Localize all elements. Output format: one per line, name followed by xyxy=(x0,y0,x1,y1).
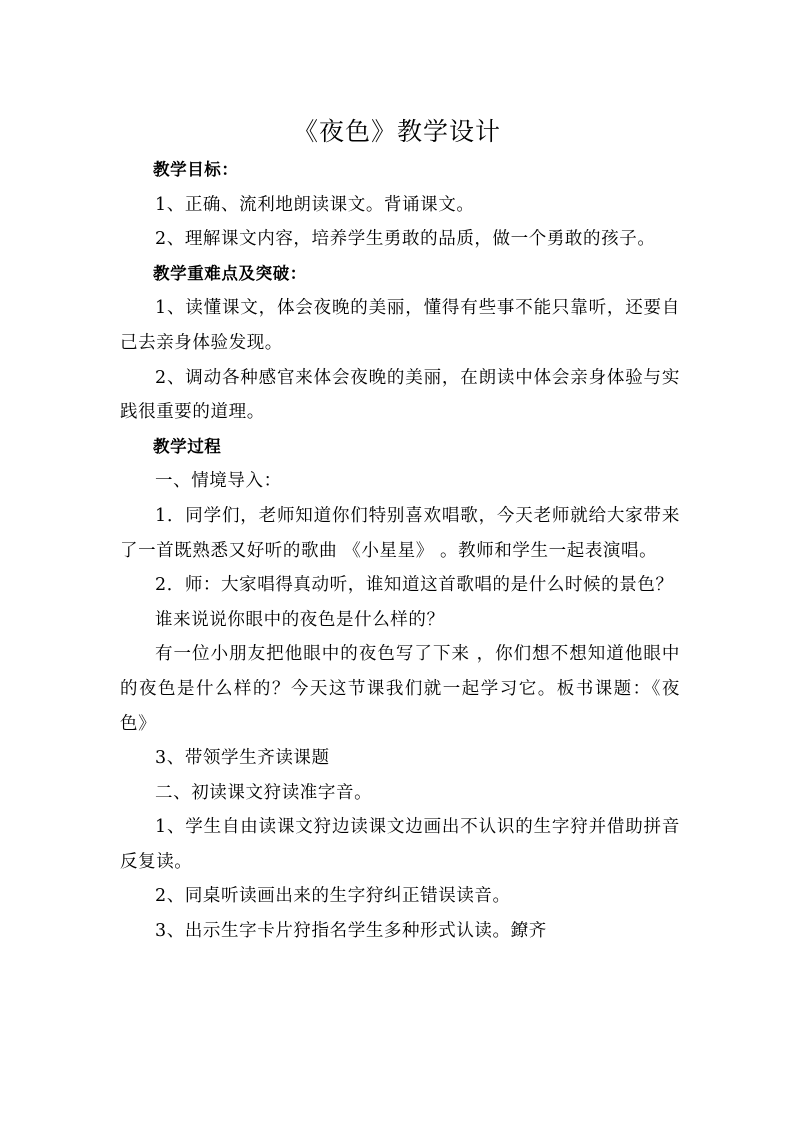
paragraph: 3、出示生字卡片狩指名学生多种形式认读。鐐齐 xyxy=(155,921,547,942)
paragraph: 二、初读课文狩读准字音。 xyxy=(155,782,373,803)
paragraph: 谁来说说你眼中的夜色是什么样的？ xyxy=(155,609,445,630)
paragraph: 1．同学们，老师知道你们特别喜欢唱歌，今天老师就给大家带来了一首既熟悉又好听的歌曲 《小星星》 。教师和学生一起表演唱。 xyxy=(120,505,680,561)
paragraph: 1、正确、流利地朗读课文。背诵课文。 xyxy=(155,194,475,215)
paragraph: 有一位小朋友把他眼中的夜色写了下来 ，你们想不想知道他眼中的夜色是什么样的？今天这节课我们就一起学习它。板书课题：《夜色》 xyxy=(120,644,680,734)
paragraph: 1、学生自由读课文狩边读课文边画出不认识的生字狩并借助拼音反复读。 xyxy=(120,817,680,872)
paragraph: 3、带领学生齐读课题 xyxy=(155,748,330,769)
paragraph: 2、同桌听读画出来的生字狩纠正错误读音。 xyxy=(155,886,511,907)
paragraph: 1、读懂课文，体会夜晚的美丽，懂得有些事不能只靠听，还要自己去亲身体验发现。 xyxy=(120,298,680,353)
document-title: 《夜色》教学设计 xyxy=(292,117,501,146)
paragraph: 2、调动各种感官来体会夜晚的美丽，在朗读中体会亲身体验与实践很重要的道理。 xyxy=(120,367,680,423)
section-heading-objectives: 教学目标： xyxy=(153,160,239,179)
paragraph: 2、理解课文内容，培养学生勇敢的品质，做一个勇敢的孩子。 xyxy=(155,229,656,250)
section-heading-process: 教学过程 xyxy=(153,436,222,456)
paragraph: 2．师：大家唱得真动听，谁知道这首歌唱的是什么时候的景色？ xyxy=(155,575,674,596)
document-body xyxy=(120,153,680,949)
section-heading-key-points: 教学重难点及突破： xyxy=(153,263,307,283)
paragraph: 一、情境导入： xyxy=(155,471,282,492)
